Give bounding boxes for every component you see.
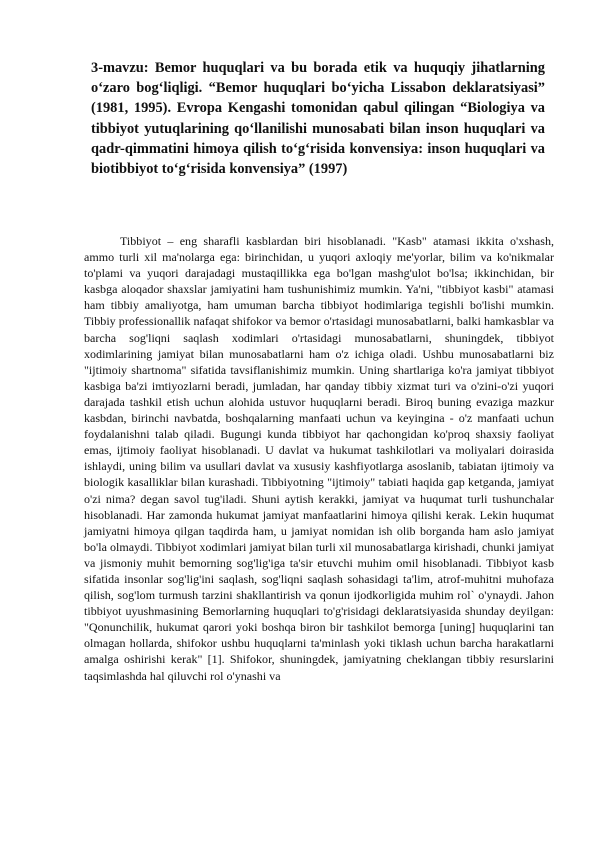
topic-heading: 3-mavzu: Bemor huquqlari va bu borada etik va huquqiy jihatlarning o‘zaro bog‘liqligi. “Bemor huquqlari bo‘yicha Lissabon deklaratsiyasi” (1981, 1995). Evropa Kengashi tomonidan qabul qilingan “Biologiya va tibbiyot yutuqlarining qo‘llanilishi munosabati bilan inson huquqlari va qadr-qimmatini himoya qilish to‘g‘risida konvensiya: inson huquqlari va biotibbiyot to‘g‘risida konvensiya” (1997) [91,60,545,178]
body-paragraph: Tibbiyot – eng sharafli kasblardan biri hisoblanadi. "Kasb" atamasi ikkita o'xshash, ammo turli xil ma'nolarga ega: birinchidan, u yuqori axloqiy me'yorlar, bilim va ko'nikmalar to'plami va yuqori darajadagi mustaqillikka ega bo'lgan mashg'ulot bo'lsa; ikkinchidan, bir kasbga aloqador shaxslar jamiyatini ham tushunishimiz mumkin. Ya'ni, "tibbiyot kasbi" atamasi ham tibbiy amaliyotga, ham umuman barcha tibbiyot hodimlariga tegishli bo'lishi mumkin. Tibbiy professionallik nafaqat shifokor va bemor o'rtasidagi munosabatlarni, balki hamkasblar va barcha sog'liqni saqlash xodimlari o'rtasidagi munosabatlarni, shuningdek, tibbiyot xodimlarining jamiyat bilan munosabatlarni ham o'z ichiga oladi. Ushbu munosabatlarni biz "ijtimoiy shartnoma" sifatida tavsiflanishimiz mumkin. Uning shartlariga ko'ra jamiyat tibbiyot kasbiga ba'zi imtiyozlarni beradi, jumladan, har qanday tibbiy xizmat turi va o'zini-o'zi yuqori darajada tashkil etish uchun alohida ustuvor huquqlarni beradi. Biroq buning evaziga mazkur kasbdan, birinchi navbatda, boshqalarning manfaati uchun va keyingina - o'z manfaati uchun foydalanishni talab qiladi. Bugungi kunda tibbiyot har qachongidan ko'proq shaxsiy faoliyat emas, ijtimoiy faoliyat hisoblanadi. U davlat va hukumat tashkilotlari va moliyalari doirasida ishlaydi, uning bilim va usullari davlat va xususiy kashfiyotlarga asoslanib, tabiatan ijtimoiy va biologik kasalliklar bilan kurashadi. Tibbiyotning "ijtimoiy" tabiati haqida gap ketganda, jamiyat o'zi nima? degan savol tug'iladi. Shuni aytish kerakki, jamiyat va huqumat turli tushunchalar hisoblanadi. Har zamonda hukumat jamiyat manfaatlarini himoya qilishi kerak. Lekin huqumat jamiyatni himoya qilgan taqdirda ham, u jamiyat nomidan ish olib borganda ham aslo jamiyat bo'la olmaydi. Tibbiyot xodimlari jamiyat bilan turli xil munosabatlarga kirishadi, chunki jamiyat va jismoniy muhit bemorning sog'lig'iga ta'sir etuvchi muhim omil hisoblanadi. Tibbiyot kasb sifatida insonlar sog'lig'ini saqlash, sog'liqni saqlash sohasidagi ta'lim, atrof-muhitni muhofaza qilish, sog'lom turmush tarzini shakllantirish va qonun ijodkorligida muhim rol` o'ynaydi. Jahon tibbiyot uyushmasining Bemorlarning huquqlari to'g'risidagi deklaratsiyasida shunday deyilgan: "Qonunchilik, hukumat qarori yoki boshqa biron bir tashkilot bemorga [uning] huquqlarini tan olmagan hollarda, shifokor ushbu huquqlarni ta'minlash yoki tiklash uchun barcha harakatlarni amalga oshirishi kerak" [1]. Shifokor, shuningdek, jamiyatning cheklangan tibbiy resurslarini taqsimlashda hal qiluvchi rol o'ynashi va [84,234,554,683]
